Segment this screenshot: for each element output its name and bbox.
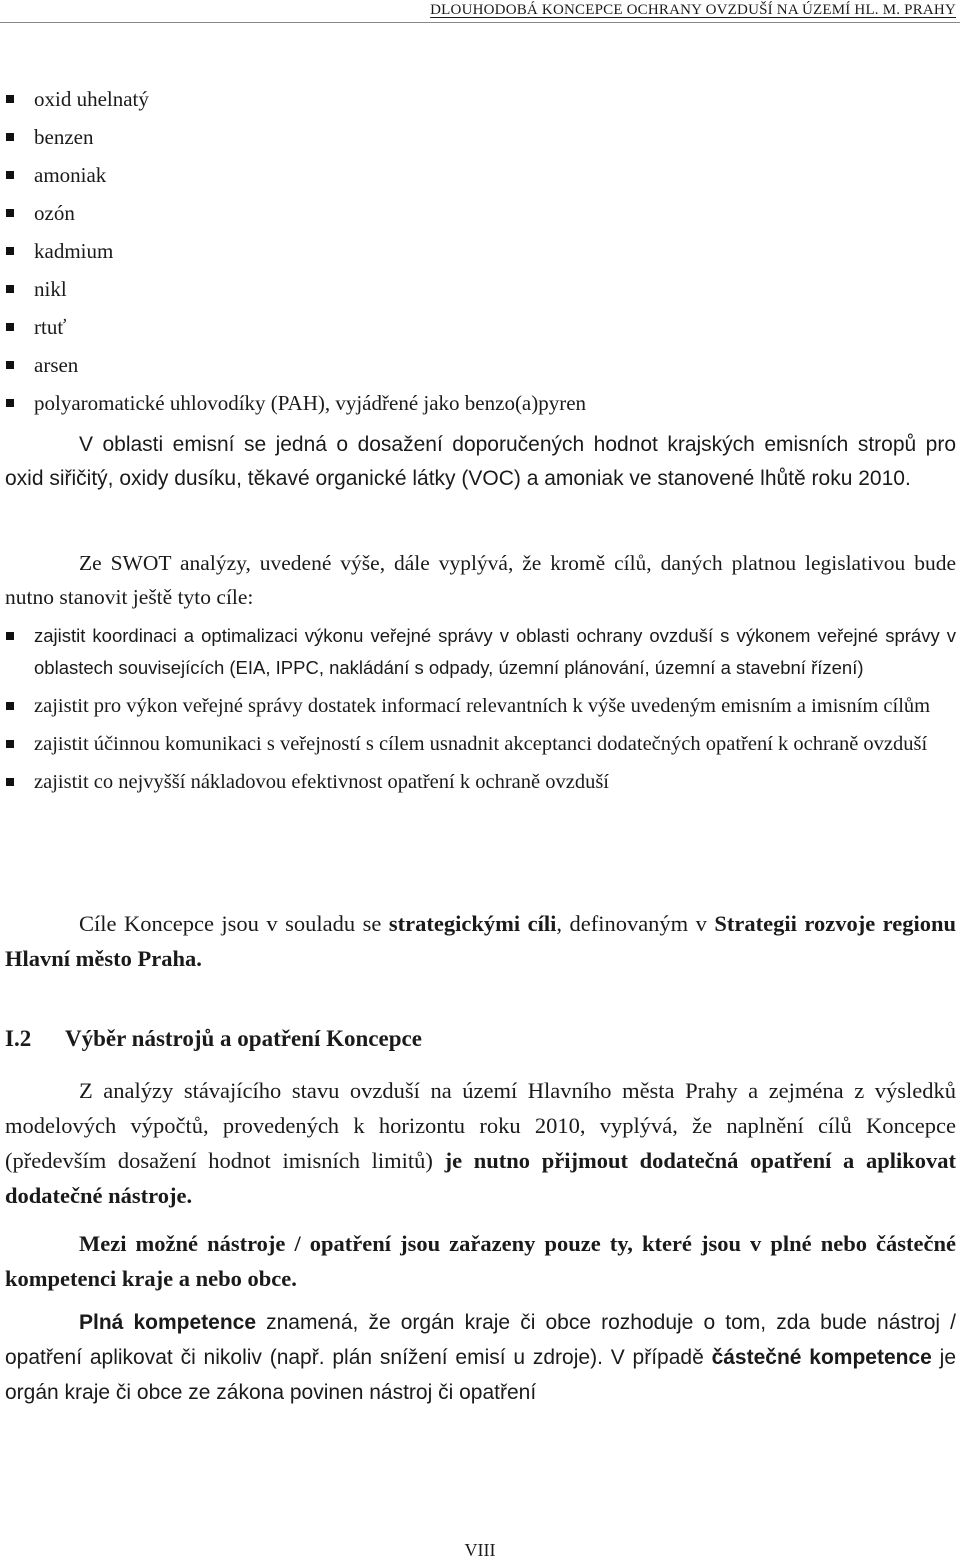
list-item: kadmium bbox=[0, 232, 956, 270]
list-item: nikl bbox=[0, 270, 956, 308]
text-run: je orgán kraje či obce ze zákona povinen nástroj či opatření bbox=[5, 1346, 956, 1404]
swot-text: Ze SWOT analýzy, uvedené výše, dále vyplývá, že kromě cílů, daných platnou legislativou bude nutno stanovit ještě tyto cíle: bbox=[5, 551, 956, 609]
text-run: znamená, že orgán kraje či obce rozhoduje o tom, zda bude nástroj / opatření aplikovat či nikoliv (např. plán snížení emisí u zdroje). V případě bbox=[5, 1311, 956, 1369]
bold-run: Plná kompetence bbox=[79, 1311, 257, 1334]
list-item: ozón bbox=[0, 194, 956, 232]
section-heading bbox=[5, 1026, 422, 1052]
text-run: Cíle Koncepce jsou v souladu se bbox=[79, 911, 389, 936]
section-title: Výběr nástrojů a opatření Koncepce bbox=[65, 1026, 422, 1051]
list-item: oxid uhelnatý bbox=[0, 80, 956, 118]
swot-paragraph bbox=[5, 546, 956, 614]
bold-run: Mezi možné nástroje / opatření jsou zařazeny pouze ty, které jsou v plné nebo částečné kompetenci kraje a nebo obce. bbox=[5, 1231, 956, 1291]
goals-paragraph bbox=[5, 906, 956, 976]
bold-run: strategickými cíli bbox=[388, 911, 557, 936]
list-item: rtuť bbox=[0, 308, 956, 346]
pollutant-list bbox=[0, 80, 956, 422]
list-item: polyaromatické uhlovodíky (PAH), vyjádřené jako benzo(a)pyren bbox=[0, 384, 956, 422]
list-item: arsen bbox=[0, 346, 956, 384]
competence-paragraph bbox=[5, 1305, 956, 1410]
list-item: amoniak bbox=[0, 156, 956, 194]
list-item: zajistit koordinaci a optimalizaci výkonu veřejné správy v oblasti ochrany ovzduší s výkonem veřejné správy v oblastech souvisejících (EIA, IPPC, nakládání s odpady, územní plánování, územní a stavební řízení) bbox=[0, 620, 956, 684]
bold-run: Strategii rozvoje regionu Hlavní město Praha. bbox=[5, 911, 957, 971]
page-number: VIII bbox=[464, 1540, 496, 1560]
list-item: benzen bbox=[0, 118, 956, 156]
list-item: zajistit co nejvyšší nákladovou efektivnost opatření k ochraně ovzduší bbox=[0, 766, 956, 798]
bold-run: je nutno přijmout dodatečná opatření a aplikovat dodatečné nástroje. bbox=[5, 1148, 956, 1208]
header-rule bbox=[0, 22, 960, 23]
running-header: DLOUHODOBÁ KONCEPCE OCHRANY OVZDUŠÍ NA ÚZEMÍ HL. M. PRAHY bbox=[430, 2, 956, 18]
analysis-paragraph bbox=[5, 1073, 956, 1213]
text-run: , definovaným v bbox=[556, 911, 715, 936]
list-item: zajistit pro výkon veřejné správy dostatek informací relevantních k výše uvedeným emisním a imisním cílům bbox=[0, 690, 956, 722]
emission-text: V oblasti emisní se jedná o dosažení doporučených hodnot krajských emisních stropů pro oxid siřičitý, oxidy dusíku, těkavé organické látky (VOC) a amoniak ve stanovené lhůtě roku 2010. bbox=[5, 433, 956, 490]
emission-paragraph bbox=[5, 428, 956, 496]
section-number: I.2 bbox=[5, 1026, 32, 1051]
tools-paragraph bbox=[5, 1226, 956, 1296]
text-run: Z analýzy stávajícího stavu ovzduší na území Hlavního města Prahy a zejména z výsledků modelových výpočtů, provedených k horizontu roku 2010, vyplývá, že naplnění cílů Koncepce (především dosažení hodnot imisních limitů) bbox=[5, 1078, 956, 1173]
bold-run: částečné kompetence bbox=[711, 1346, 932, 1369]
goals-list bbox=[0, 620, 956, 804]
list-item: zajistit účinnou komunikaci s veřejností s cílem usnadnit akceptanci dodatečných opatření k ochraně ovzduší bbox=[0, 728, 956, 760]
